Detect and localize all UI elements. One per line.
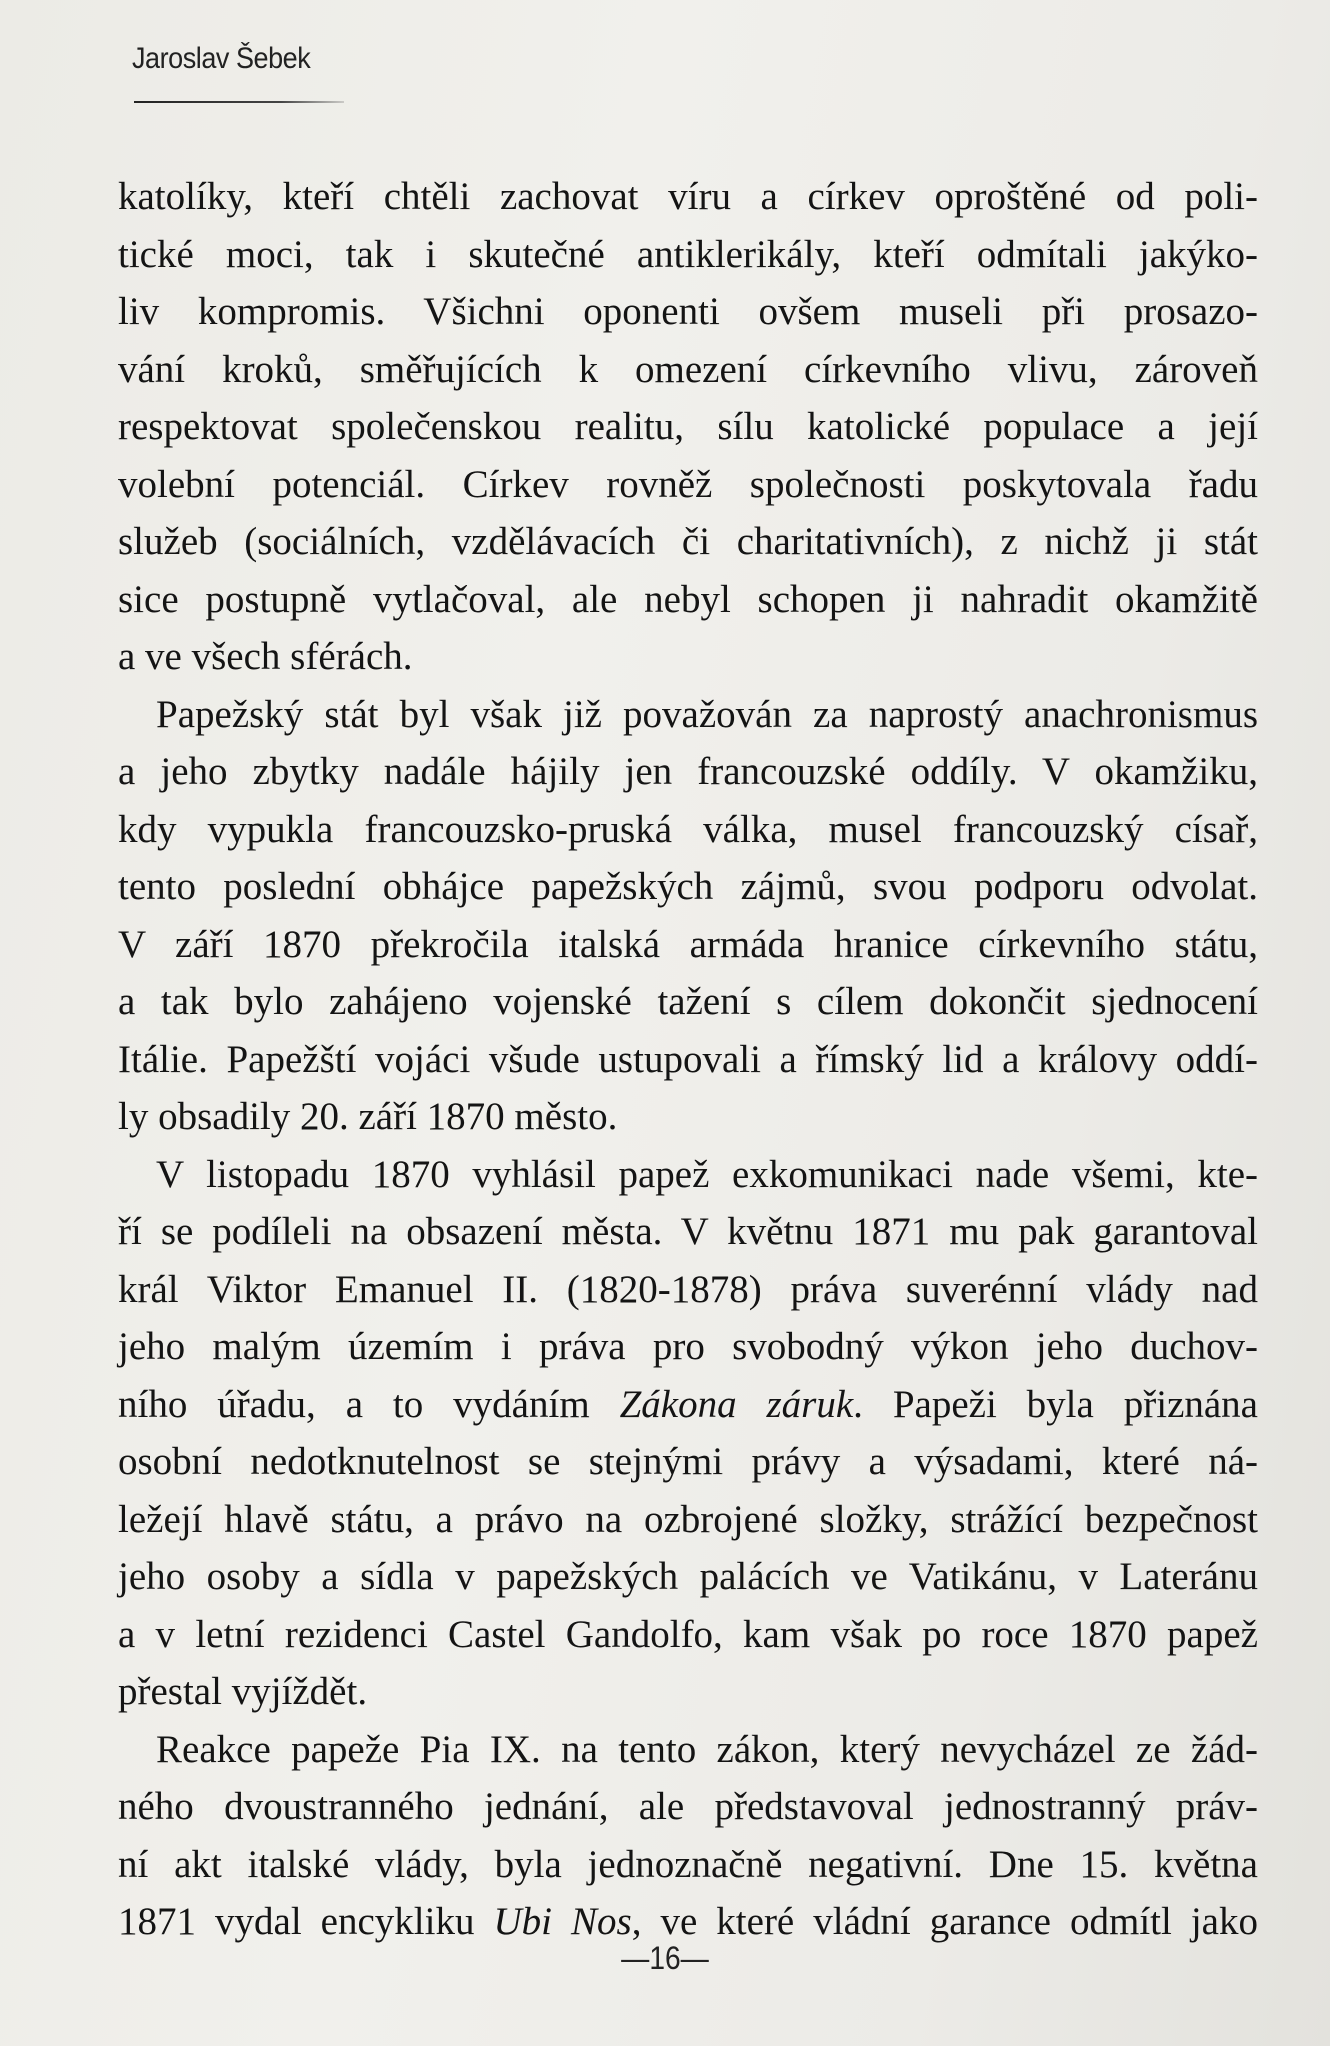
text-line: jeho malým územím i práva pro svobodný výkon jeho duchov- bbox=[118, 1325, 1258, 1368]
text-line: a ve všech sférách. bbox=[118, 635, 413, 678]
page-number: —16— bbox=[621, 1940, 709, 1976]
text-run: 1871 vydal encykliku bbox=[118, 1900, 494, 1943]
text-run: , ve které vládní garance odmítl jako bbox=[631, 1900, 1258, 1943]
text-line: katolíky, kteří chtěli zachovat víru a církev oproštěné od poli- bbox=[118, 175, 1258, 218]
text-line: přestal vyjíždět. bbox=[118, 1670, 368, 1713]
text-line: Itálie. Papežští vojáci všude ustupovali a římský lid a královy oddí- bbox=[118, 1037, 1258, 1081]
text-line: jeho osoby a sídla v papežských palácích ve Vatikánu, v Lateránu bbox=[118, 1555, 1258, 1598]
text-line: V září 1870 překročila italská armáda hranice církevního státu, bbox=[118, 922, 1258, 966]
text-line: volební potenciál. Církev rovněž společnosti poskytovala řadu bbox=[118, 462, 1258, 506]
body-text bbox=[118, 168, 1258, 1951]
text-line: ří se podíleli na obsazení města. V květnu 1871 mu pak garantoval bbox=[118, 1210, 1258, 1253]
italic-title: Zákona záruk bbox=[619, 1382, 854, 1426]
text-line: V listopadu 1870 vyhlásil papež exkomunikaci nade všemi, kte- bbox=[156, 1152, 1258, 1196]
text-line: kdy vypukla francouzsko-pruská válka, musel francouzský císař, bbox=[118, 807, 1258, 851]
text-line: respektovat společenskou realitu, sílu katolické populace a její bbox=[118, 405, 1258, 448]
text-line: král Viktor Emanuel II. (1820-1878) práva suverénní vlády nad bbox=[118, 1267, 1258, 1311]
text-line: Reakce papeže Pia IX. na tento zákon, který nevycházel ze žád- bbox=[156, 1727, 1258, 1771]
italic-title: Ubi Nos bbox=[493, 1900, 632, 1943]
text-line: tento poslední obhájce papežských zájmů, svou podporu odvolat. bbox=[118, 865, 1258, 908]
text-line: Papežský stát byl však již považován za naprostý anachronismus bbox=[156, 692, 1258, 736]
text-line: služeb (sociálních, vzdělávacích či charitativních), z nichž ji stát bbox=[118, 520, 1258, 563]
text-line: ní akt italské vlády, byla jednoznačně negativní. Dne 15. května bbox=[118, 1842, 1258, 1886]
text-line: liv kompromis. Všichni oponenti ovšem museli při prosazo- bbox=[118, 290, 1258, 333]
text-run: ního úřadu, a to vydáním bbox=[118, 1382, 620, 1426]
text-line: vání kroků, směřujících k omezení církevního vlivu, zároveň bbox=[118, 347, 1258, 391]
text-line: a jeho zbytky nadále hájily jen francouzské oddíly. V okamžiku, bbox=[118, 750, 1258, 793]
text-line: a v letní rezidenci Castel Gandolfo, kam však po roce 1870 papež bbox=[118, 1612, 1258, 1656]
text-line bbox=[118, 1376, 1258, 1434]
text-line: a tak bylo zahájeno vojenské tažení s cílem dokončit sjednocení bbox=[118, 980, 1258, 1023]
text-line: tické moci, tak i skutečné antiklerikály, kteří odmítali jakýko- bbox=[118, 232, 1258, 276]
running-header-author: Jaroslav Šebek bbox=[132, 42, 311, 75]
text-line: sice postupně vytlačoval, ale nebyl schopen ji nahradit okamžitě bbox=[118, 577, 1258, 621]
text-run: . Papeži byla přiznána bbox=[853, 1382, 1258, 1426]
text-line: ného dvoustranného jednání, ale představoval jednostranný práv- bbox=[118, 1785, 1258, 1828]
text-line: ly obsadily 20. září 1870 město. bbox=[118, 1095, 618, 1138]
header-rule bbox=[134, 101, 344, 103]
text-line: ležejí hlavě státu, a právo na ozbrojené složky, strážící bezpečnost bbox=[118, 1497, 1258, 1541]
text-line: osobní nedotknutelnost se stejnými právy a výsadami, které ná- bbox=[118, 1440, 1258, 1483]
